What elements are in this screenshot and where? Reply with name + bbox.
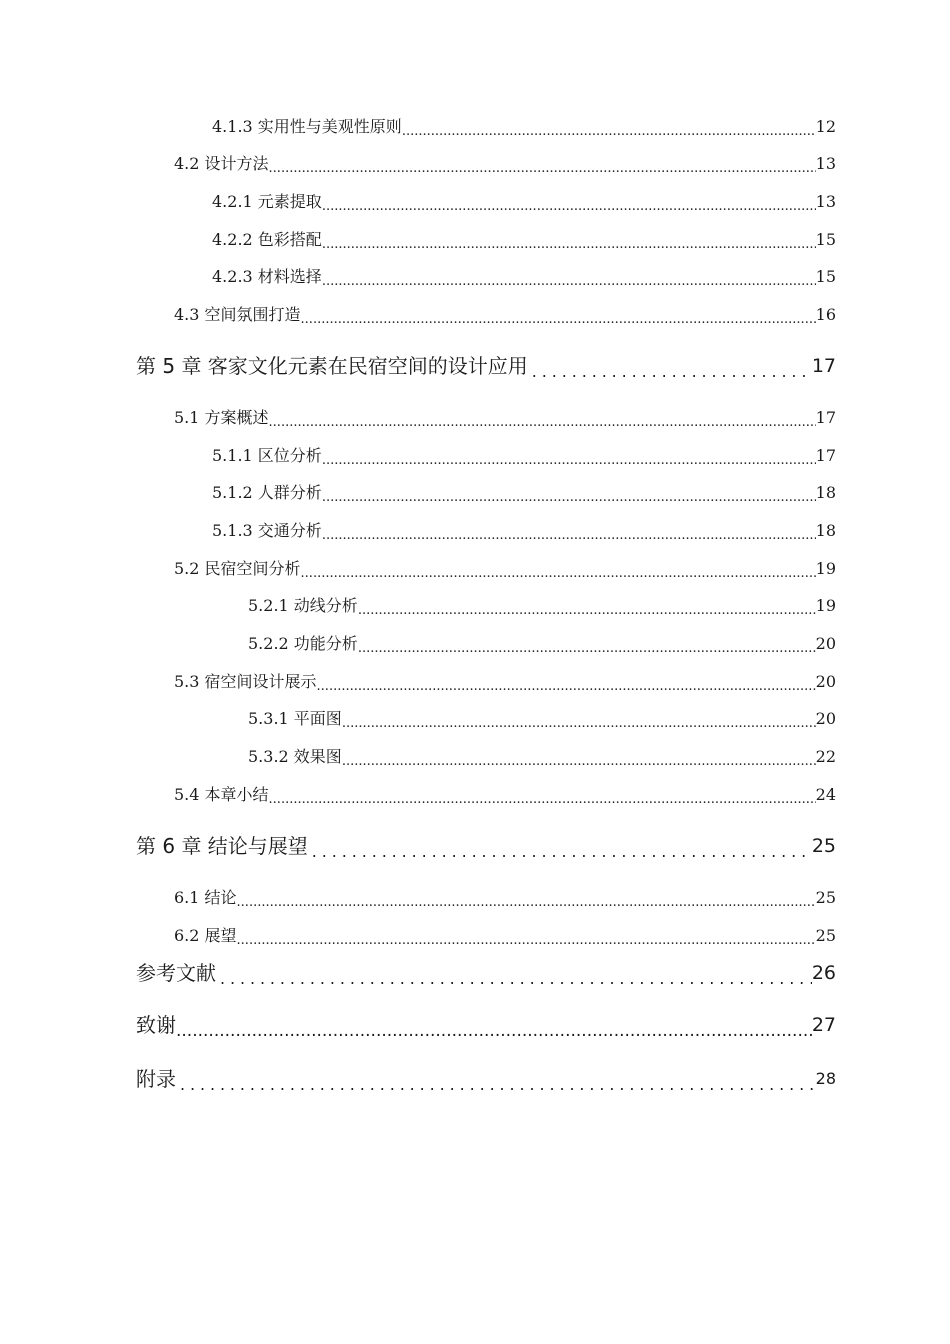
toc-entry-title: 5.3 宿空间设计展示 <box>174 672 317 691</box>
dot-leader <box>358 641 816 655</box>
dot-leader <box>237 895 816 909</box>
toc-chapter-page: 26 <box>811 962 836 984</box>
toc-entry-title: 5.3.2 效果图 <box>248 747 342 766</box>
toc-entry-title: 4.2.3 材料选择 <box>212 267 322 286</box>
toc-chapter-page: 17 <box>811 355 836 377</box>
dot-leader <box>269 415 816 429</box>
toc-entry-title: 5.1.1 区位分析 <box>212 446 322 465</box>
toc-chapter-page: 25 <box>811 835 836 857</box>
toc-chapter-5[interactable] <box>136 352 836 380</box>
toc-entry-4-2[interactable] <box>174 153 836 175</box>
toc-entry-title: 4.3 空间氛围打造 <box>174 305 301 324</box>
toc-entry-page: 25 <box>815 926 836 945</box>
toc-entry-title: 5.4 本章小结 <box>174 785 269 804</box>
toc-entry-title: 5.1 方案概述 <box>174 408 269 427</box>
dot-leader <box>308 842 812 860</box>
toc-entry-page: 12 <box>815 117 836 136</box>
toc-entry-title: 6.2 展望 <box>174 926 237 945</box>
dot-leader <box>358 603 816 617</box>
dot-leader <box>322 453 816 467</box>
toc-entry-page: 24 <box>815 785 836 804</box>
toc-chapter-title: 致谢 <box>136 1013 176 1037</box>
toc-entry-title: 4.2.1 元素提取 <box>212 192 322 211</box>
dot-leader <box>322 274 816 288</box>
toc-entry-title: 5.2 民宿空间分析 <box>174 559 301 578</box>
dot-leader <box>301 566 816 580</box>
toc-chapter-title: 附录 <box>136 1067 176 1091</box>
dot-leader <box>342 754 816 768</box>
dot-leader <box>269 161 816 175</box>
dot-leader <box>216 969 812 987</box>
toc-entry-title: 6.1 结论 <box>174 888 237 907</box>
toc-entry-6-2[interactable] <box>174 925 836 947</box>
toc-chapter-title: 第 5 章 客家文化元素在民宿空间的设计应用 <box>136 354 528 378</box>
toc-chapter-page: 27 <box>811 1014 836 1036</box>
toc-entry-4-2-2[interactable] <box>212 229 836 251</box>
toc-entry-title: 5.1.3 交通分析 <box>212 521 322 540</box>
toc-entry-page: 17 <box>815 408 836 427</box>
toc-entry-page: 17 <box>815 446 836 465</box>
dot-leader <box>342 716 816 730</box>
toc-entry-5-2-2[interactable] <box>248 633 836 655</box>
toc-chapter-title: 第 6 章 结论与展望 <box>136 834 308 858</box>
toc-entry-4-2-1[interactable] <box>212 191 836 213</box>
toc-entry-page: 19 <box>815 559 836 578</box>
toc-entry-5-4[interactable] <box>174 784 836 806</box>
toc-entry-5-1[interactable] <box>174 407 836 429</box>
toc-entry-5-1-1[interactable] <box>212 445 836 467</box>
toc-entry-title: 5.1.2 人群分析 <box>212 483 322 502</box>
toc-entry-page: 22 <box>815 747 836 766</box>
toc-entry-title: 5.2.1 动线分析 <box>248 596 358 615</box>
toc-entry-5-1-2[interactable] <box>212 482 836 504</box>
toc-entry-5-1-3[interactable] <box>212 520 836 542</box>
dot-leader <box>402 124 816 138</box>
dot-leader <box>269 792 816 806</box>
toc-entry-6-1[interactable] <box>174 887 836 909</box>
toc-entry-page: 20 <box>815 672 836 691</box>
toc-entry-page: 25 <box>815 888 836 907</box>
toc-entry-page: 13 <box>815 192 836 211</box>
dot-leader <box>176 1075 816 1093</box>
dot-leader <box>322 199 816 213</box>
dot-leader <box>301 312 816 326</box>
toc-entry-page: 15 <box>815 267 836 286</box>
toc-chapter-6[interactable] <box>136 832 836 860</box>
toc-entry-4-2-3[interactable] <box>212 266 836 288</box>
dot-leader <box>322 528 816 542</box>
toc-appendix[interactable] <box>136 1065 836 1093</box>
toc-entry-title: 4.2.2 色彩搭配 <box>212 230 322 249</box>
toc-chapter-page: 28 <box>815 1069 836 1088</box>
toc-entry-4-3[interactable] <box>174 304 836 326</box>
toc-entry-page: 19 <box>815 596 836 615</box>
toc-entry-title: 5.3.1 平面图 <box>248 709 342 728</box>
toc-entry-title: 5.2.2 功能分析 <box>248 634 358 653</box>
toc-references[interactable] <box>136 959 836 987</box>
toc-entry-page: 20 <box>815 709 836 728</box>
toc-entry-page: 15 <box>815 230 836 249</box>
toc-entry-5-2-1[interactable] <box>248 595 836 617</box>
toc-entry-4-1-3[interactable] <box>212 116 836 138</box>
toc-entry-page: 20 <box>815 634 836 653</box>
toc-entry-title: 4.2 设计方法 <box>174 154 269 173</box>
dot-leader <box>322 490 816 504</box>
dot-leader <box>317 679 816 693</box>
toc-entry-page: 18 <box>815 521 836 540</box>
toc-entry-5-3[interactable] <box>174 671 836 693</box>
dot-leader <box>176 1021 812 1039</box>
toc-entry-5-3-2[interactable] <box>248 746 836 768</box>
toc-chapter-title: 参考文献 <box>136 961 216 985</box>
toc-entry-5-2[interactable] <box>174 558 836 580</box>
toc-entry-page: 18 <box>815 483 836 502</box>
toc-acknowledgements[interactable] <box>136 1011 836 1039</box>
toc-entry-title: 4.1.3 实用性与美观性原则 <box>212 117 402 136</box>
dot-leader <box>528 362 812 380</box>
toc-entry-page: 13 <box>815 154 836 173</box>
dot-leader <box>237 933 816 947</box>
dot-leader <box>322 237 816 251</box>
toc-entry-5-3-1[interactable] <box>248 708 836 730</box>
toc-entry-page: 16 <box>815 305 836 324</box>
